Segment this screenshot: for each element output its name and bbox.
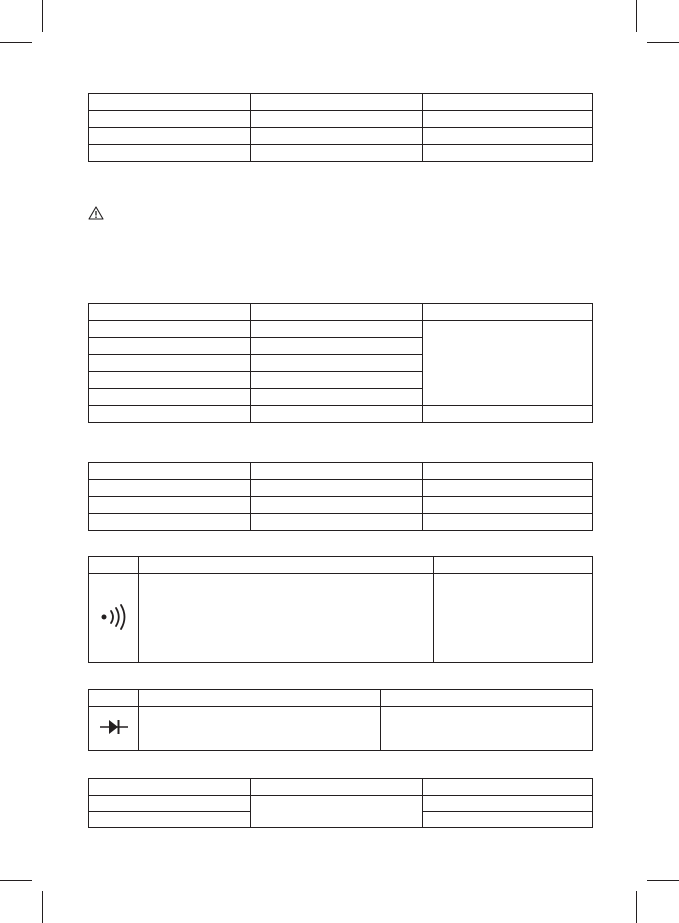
continuity-table	[88, 556, 593, 663]
warning-triangle-icon	[88, 206, 104, 220]
crop-mark-br-v	[636, 891, 637, 923]
spec-table-6	[88, 778, 593, 828]
spec-table-1	[88, 93, 593, 162]
crop-mark-bl-v	[42, 891, 43, 923]
diode-icon-cell	[89, 707, 139, 751]
crop-mark-tr-h	[647, 42, 679, 43]
table-row	[89, 480, 593, 497]
table-row	[89, 779, 593, 796]
merged-cell	[251, 796, 423, 828]
table-row	[89, 406, 593, 423]
crop-mark-tr-v	[636, 0, 637, 32]
table-row	[89, 321, 593, 338]
table-row	[89, 304, 593, 321]
spec-table-2	[88, 303, 593, 423]
crop-mark-tl-v	[42, 0, 43, 32]
table-row	[89, 145, 593, 162]
table-row	[89, 574, 593, 663]
table-row	[89, 497, 593, 514]
table-row	[89, 514, 593, 531]
crop-mark-br-h	[647, 880, 679, 881]
table-row	[89, 463, 593, 480]
table-row	[89, 796, 593, 812]
continuity-sound-icon	[99, 602, 129, 632]
table-row	[89, 557, 593, 574]
spec-table-3	[88, 462, 593, 531]
table-row	[89, 690, 593, 707]
table-row	[89, 707, 593, 751]
diode-symbol-icon	[99, 718, 129, 736]
table-row	[89, 128, 593, 145]
crop-mark-tl-h	[0, 42, 32, 43]
continuity-icon-cell	[89, 574, 139, 663]
table-row	[89, 111, 593, 128]
crop-mark-bl-h	[0, 880, 32, 881]
merged-cell	[423, 321, 593, 406]
diode-table	[88, 689, 593, 751]
table-row	[89, 94, 593, 111]
